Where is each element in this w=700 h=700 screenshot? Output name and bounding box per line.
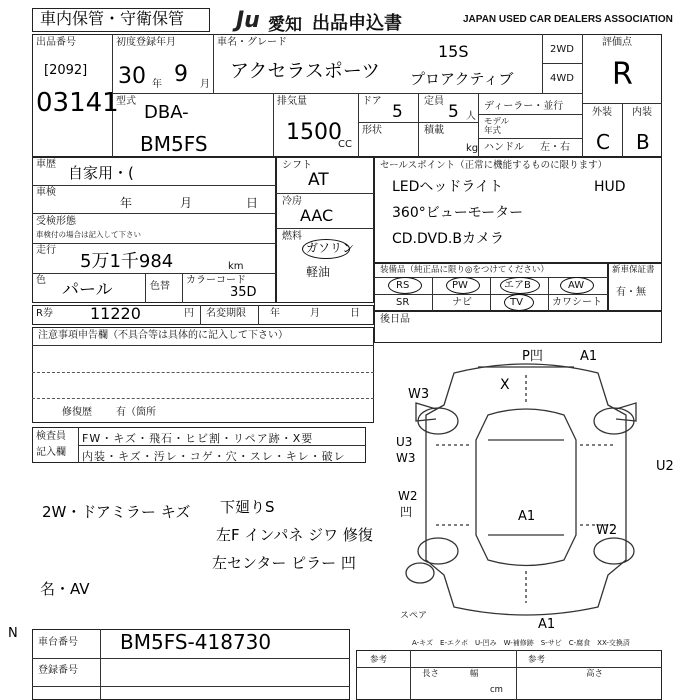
dealer-label: ディーラー・並行 [484,101,564,112]
shift-label: シフト [282,160,312,171]
registration-month: 9 [174,62,188,87]
color-value: パール [62,280,113,300]
mileage-value: 5万1千984 [80,251,174,272]
color-swap-label: 色替 [150,281,170,292]
n-mark: N [8,626,18,641]
equip-rs: RS [396,280,410,291]
door-label: ドア [362,96,382,107]
lot-number-label: 出品番号 [36,37,76,48]
equipment-label: 装備品（純正品に限り◎をつけてください） [380,265,549,275]
equip-aw: AW [568,280,585,291]
dimensions-section [356,650,662,700]
inspector-label: 検査員 [36,431,66,442]
selling-point-1: LEDヘッドライト [392,179,504,195]
inspection-month: 月 [180,196,193,210]
diag-mark-u2: U2 [656,459,674,474]
damage-legend: A-キズ E-エクボ U-凹み W-補修跡 S-サビ C-腐食 XX-交換済 [412,639,630,647]
nc-day: 日 [350,308,360,319]
diesel-label: 軽油 [306,265,331,279]
capacity: 5 [448,102,459,122]
diag-mark-dent: 凹 [400,505,413,519]
year-label: 年 [152,79,162,90]
recycle-label: R券 [36,308,53,319]
color-label: 色 [36,275,46,286]
person-label: 人 [466,111,476,122]
interior-grade: B [636,130,650,154]
model-type-2: BM5FS [140,132,208,156]
spare-label: スペア [400,611,428,621]
note-right-1: 下廻りS [220,498,275,516]
chassis-label: 車台番号 [38,637,78,648]
fuel-value: ガソリン [306,241,355,255]
diag-mark-w3-left: W3 [408,387,430,402]
exterior-grade: C [596,130,610,154]
diag-mark-a1-bottom: A1 [538,617,556,632]
displacement-label: 排気量 [277,96,307,107]
storage-stamp: 車内保管・守衛保管 [40,9,185,28]
displacement: 1500 [286,120,342,145]
cc-label: CC [338,139,352,150]
ju-logo: Ju [236,8,260,33]
brand-aichi: 愛知 [268,15,302,35]
evaluation-score: R [612,57,633,92]
door-count: 5 [392,102,403,122]
warranty-yes-no: 有・無 [616,287,646,298]
note-line-2: 名・AV [40,580,90,598]
lot-number: 03141 [36,88,119,118]
equip-airbag: エアB [504,280,531,291]
first-registration-label: 初度登録年月 [116,37,176,48]
height-label: 高さ [586,669,604,679]
inspection-label: 車検 [36,187,56,198]
model-type-label: 型式 [116,96,136,107]
grade-value: 15S [438,42,469,61]
yen-label: 円 [184,308,194,319]
diag-mark-a1-mid: A1 [518,509,536,524]
diag-mark-a1-top: A1 [580,349,598,364]
grade-value-2: プロアクティブ [410,70,514,88]
notes-label: 注意事項申告欄（不具合等は具体的に記入して下さい） [38,330,288,341]
later-items-section [374,311,662,343]
receive-form-label: 受検形態 [36,216,76,227]
chassis-number: BM5FS-418730 [120,630,272,654]
receive-form-note: 車検付の場合は記入して下さい [36,230,141,239]
repair-history-value: 有（箇所 [116,407,156,418]
car-name-label: 車名・グレード [217,37,287,48]
lot-tag: [2092] [44,63,88,78]
selling-point-4: CD.DVD.Bカメラ [392,231,504,247]
registration-year: 30 [118,64,146,89]
color-code: 35D [230,285,257,300]
color-code-label: カラーコード [186,275,246,286]
history-label: 車歴 [36,159,56,170]
selling-point-3: 360°ビューモーター [392,205,524,221]
diag-mark-x: X [500,377,510,393]
length-label: 長さ [422,669,440,679]
selling-point-2: HUD [594,179,626,195]
model-year-label: モデル年式 [484,117,510,136]
diag-mark-w2: W2 [398,489,418,503]
diag-mark-w3-mid: W3 [396,451,416,465]
aircon-label: 冷房 [282,196,302,207]
evaluation-label: 評価点 [602,37,632,48]
ref-label-1: 参考 [370,655,388,665]
name-change-label: 名変期限 [206,308,246,319]
month-label: 月 [200,79,210,90]
exterior-label: 外装 [592,107,612,118]
capacity-label: 定員 [424,96,444,107]
note-right-3: 左センター ピラー 凹 [212,554,356,572]
nc-month: 月 [310,308,320,319]
load-label: 積載 [424,125,444,136]
diag-mark-u3: U3 [396,435,413,449]
association-name: JAPAN USED CAR DEALERS ASSOCIATION [463,14,673,25]
equip-tv: TV [510,297,523,308]
interior-label: 内装 [632,107,652,118]
km-label: km [228,261,244,272]
form-title: 出品申込書 [312,13,402,34]
drive-2wd: 2WD [550,44,574,55]
nc-year: 年 [270,308,280,319]
equip-leather: カワシート [552,297,602,308]
note-right-2: 左F インパネ ジワ 修復 [216,526,373,544]
equip-navi: ナビ [452,297,472,308]
handle-options: 左・右 [540,142,570,153]
ref-label-2: 参考 [528,655,546,665]
check-row-exterior: FW・キズ・飛石・ヒビ割・リペア跡・X要 [82,432,314,445]
reg-number-label: 登録番号 [38,665,78,676]
drive-4wd: 4WD [550,73,574,84]
diag-mark-p: P凹 [522,349,543,364]
model-type: DBA- [144,102,189,123]
inspection-day: 日 [246,196,259,210]
equip-sr: SR [396,297,410,308]
new-warranty-label: 新車保証書 [612,265,655,275]
equip-pw: PW [452,280,468,291]
selling-points-label: セールスポイント（正常に機能するものに限ります） [380,160,608,171]
mileage-label: 走行 [36,245,56,256]
shape-label: 形状 [362,125,382,136]
history-value: 自家用・( [68,164,134,182]
repair-history-label: 修復歴 [62,407,92,418]
inspection-year: 年 [120,196,133,210]
kg-label: kg [466,143,479,154]
cm-label: cm [490,685,503,695]
entry-label: 記入欄 [36,447,66,458]
recycle-row [32,305,374,325]
aircon-value: AAC [300,206,334,225]
diag-mark-w2-right: W2 [596,523,618,538]
later-items-label: 後日品 [380,314,410,325]
handle-label: ハンドル [484,142,524,153]
width-label: 幅 [470,669,479,679]
recycle-amount: 11220 [90,304,141,323]
shift-value: AT [308,170,329,190]
check-row-interior: 内装・キズ・汚レ・コゲ・穴・スレ・キレ・破レ [82,450,346,463]
car-name: アクセラスポーツ [230,60,381,82]
fuel-label: 燃料 [282,231,302,242]
note-line-1: 2W・ドアミラー キズ [42,503,191,521]
